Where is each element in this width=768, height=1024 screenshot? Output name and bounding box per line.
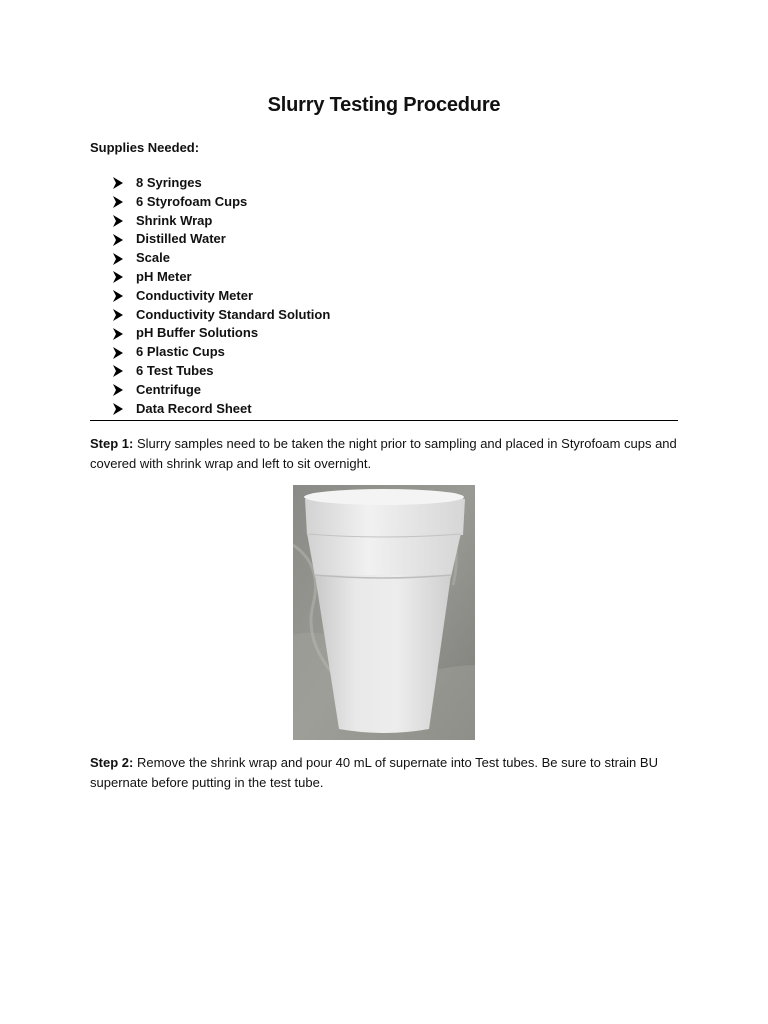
list-item-label: Distilled Water — [136, 231, 226, 247]
step-2-paragraph — [90, 753, 680, 793]
arrowhead-bullet-icon — [112, 364, 136, 378]
list-item-label: pH Meter — [136, 268, 192, 284]
list-item — [112, 362, 330, 381]
list-item — [112, 287, 330, 306]
list-item-label: Centrifuge — [136, 381, 201, 397]
arrowhead-bullet-icon — [112, 233, 136, 247]
step-1-paragraph — [90, 434, 680, 474]
list-item — [112, 230, 330, 249]
list-item-label: 6 Test Tubes — [136, 362, 214, 378]
list-item — [112, 400, 330, 419]
section-divider — [90, 420, 678, 421]
list-item-label: pH Buffer Solutions — [136, 325, 259, 341]
list-item-label: Conductivity Meter — [136, 287, 254, 303]
list-item — [112, 268, 330, 287]
step-1-text: Slurry samples need to be taken the night prior to sampling and placed in Styrofoam cups and covered with shrink wrap and left to sit overnight. — [90, 436, 677, 471]
list-item-label: 8 Syringes — [136, 175, 202, 190]
list-item-label: Conductivity Standard Solution — [136, 306, 331, 322]
arrowhead-bullet-icon — [112, 346, 136, 360]
arrowhead-bullet-icon — [112, 270, 136, 284]
arrowhead-bullet-icon — [112, 383, 136, 397]
step-2-text: Remove the shrink wrap and pour 40 mL of supernate into Test tubes. Be sure to strain BU supernate before putting in the test tube. — [90, 755, 658, 790]
list-item — [112, 343, 330, 362]
step-1-label: Step 1: — [90, 436, 134, 451]
arrowhead-bullet-icon — [112, 308, 136, 322]
list-item — [112, 381, 330, 400]
arrowhead-bullet-icon — [112, 289, 136, 303]
list-item-label: 6 Styrofoam Cups — [136, 193, 248, 209]
arrowhead-bullet-icon — [112, 327, 136, 341]
list-item — [112, 249, 330, 268]
list-item-label: Scale — [136, 250, 170, 266]
list-item — [112, 193, 330, 212]
supplies-heading: Supplies Needed: — [90, 140, 200, 155]
arrowhead-bullet-icon — [112, 176, 136, 190]
arrowhead-bullet-icon — [112, 252, 136, 266]
list-item — [112, 324, 330, 343]
list-item-label: Data Record Sheet — [136, 400, 252, 416]
arrowhead-bullet-icon — [112, 195, 136, 209]
list-item — [112, 306, 330, 325]
arrowhead-bullet-icon — [112, 402, 136, 416]
page-title: Slurry Testing Procedure — [267, 94, 501, 116]
styrofoam-cup-illustration — [293, 485, 475, 740]
supplies-list — [112, 174, 330, 418]
styrofoam-cup-photo — [293, 485, 475, 740]
list-item-label: 6 Plastic Cups — [136, 344, 225, 360]
list-item — [112, 174, 330, 193]
list-item-label: Shrink Wrap — [136, 212, 213, 228]
list-item — [112, 212, 330, 231]
step-2-label: Step 2: — [90, 755, 134, 770]
arrowhead-bullet-icon — [112, 214, 136, 228]
